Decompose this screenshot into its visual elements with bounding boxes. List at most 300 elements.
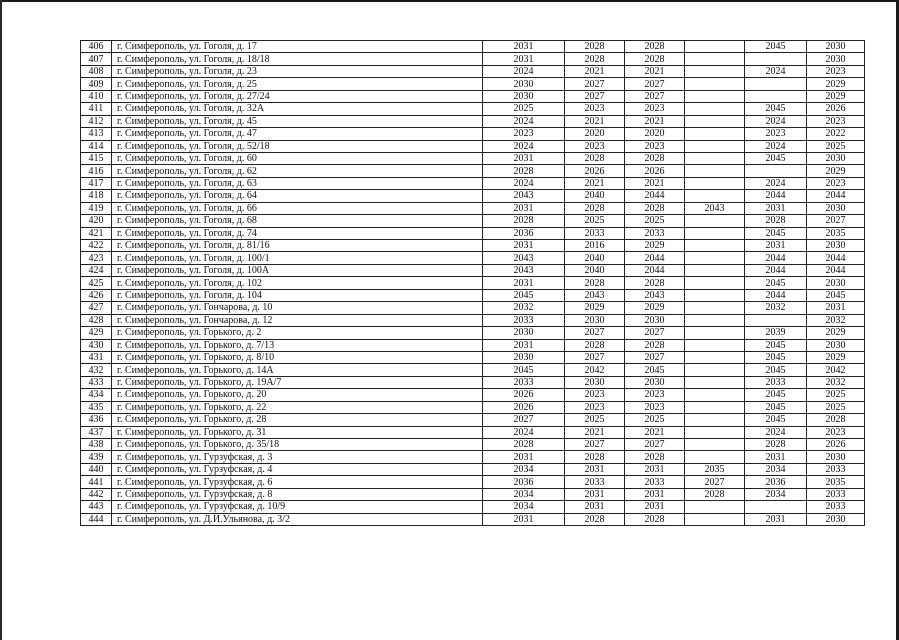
row-number: 427 — [81, 302, 112, 314]
year-cell-2: 2023 — [565, 140, 625, 152]
row-number: 423 — [81, 252, 112, 264]
year-cell-6: 2033 — [807, 501, 865, 513]
table-row — [81, 90, 865, 102]
year-cell-5: 2045 — [745, 364, 807, 376]
table-row — [81, 488, 865, 500]
address-cell: г. Симферополь, ул. Горького, д. 8/10 — [112, 351, 483, 363]
address-cell: г. Симферополь, ул. Гоголя, д. 18/18 — [112, 53, 483, 65]
table-row — [81, 53, 865, 65]
year-cell-1: 2030 — [483, 78, 565, 90]
year-cell-6: 2035 — [807, 227, 865, 239]
year-cell-4: 2027 — [685, 476, 745, 488]
address-cell: г. Симферополь, ул. Гурзуфская, д. 4 — [112, 463, 483, 475]
year-cell-4: 2028 — [685, 488, 745, 500]
row-number: 413 — [81, 128, 112, 140]
row-number: 422 — [81, 240, 112, 252]
year-cell-6: 2030 — [807, 41, 865, 53]
address-cell: г. Симферополь, ул. Горького, д. 22 — [112, 401, 483, 413]
year-cell-1: 2031 — [483, 451, 565, 463]
row-number: 416 — [81, 165, 112, 177]
year-cell-2: 2023 — [565, 389, 625, 401]
year-cell-6: 2032 — [807, 314, 865, 326]
year-cell-2: 2033 — [565, 227, 625, 239]
year-cell-5: 2031 — [745, 451, 807, 463]
year-cell-2: 2043 — [565, 289, 625, 301]
address-cell: г. Симферополь, ул. Гурзуфская, д. 3 — [112, 451, 483, 463]
year-cell-1: 2024 — [483, 426, 565, 438]
row-number: 432 — [81, 364, 112, 376]
year-cell-4 — [685, 41, 745, 53]
year-cell-6: 2025 — [807, 140, 865, 152]
table-row — [81, 227, 865, 239]
year-cell-5: 2024 — [745, 177, 807, 189]
year-cell-5: 2045 — [745, 351, 807, 363]
year-cell-3: 2020 — [625, 128, 685, 140]
year-cell-4 — [685, 165, 745, 177]
year-cell-1: 2028 — [483, 165, 565, 177]
year-cell-4 — [685, 501, 745, 513]
year-cell-2: 2031 — [565, 488, 625, 500]
row-number: 425 — [81, 277, 112, 289]
year-cell-3: 2029 — [625, 302, 685, 314]
year-cell-1: 2043 — [483, 264, 565, 276]
address-cell: г. Симферополь, ул. Гоголя, д. 68 — [112, 215, 483, 227]
year-cell-1: 2034 — [483, 488, 565, 500]
address-cell: г. Симферополь, ул. Гоголя, д. 100/1 — [112, 252, 483, 264]
year-cell-1: 2023 — [483, 128, 565, 140]
table-row — [81, 364, 865, 376]
year-cell-2: 2028 — [565, 451, 625, 463]
address-cell: г. Симферополь, ул. Горького, д. 28 — [112, 414, 483, 426]
year-cell-1: 2036 — [483, 476, 565, 488]
table-body — [81, 41, 865, 526]
year-cell-3: 2027 — [625, 327, 685, 339]
address-cell: г. Симферополь, ул. Гоголя, д. 64 — [112, 190, 483, 202]
year-cell-5 — [745, 53, 807, 65]
year-cell-3: 2025 — [625, 215, 685, 227]
year-cell-5: 2045 — [745, 401, 807, 413]
table-row — [81, 165, 865, 177]
year-cell-3: 2030 — [625, 314, 685, 326]
year-cell-2: 2027 — [565, 439, 625, 451]
year-cell-5: 2045 — [745, 103, 807, 115]
row-number: 414 — [81, 140, 112, 152]
year-cell-5: 2044 — [745, 264, 807, 276]
address-cell: г. Симферополь, ул. Гоголя, д. 17 — [112, 41, 483, 53]
address-cell: г. Симферополь, ул. Гоголя, д. 45 — [112, 115, 483, 127]
year-cell-5: 2045 — [745, 152, 807, 164]
year-cell-6: 2030 — [807, 53, 865, 65]
year-cell-6: 2030 — [807, 202, 865, 214]
year-cell-4 — [685, 103, 745, 115]
row-number: 419 — [81, 202, 112, 214]
year-cell-6: 2025 — [807, 389, 865, 401]
year-cell-1: 2045 — [483, 289, 565, 301]
year-cell-1: 2043 — [483, 190, 565, 202]
year-cell-6: 2029 — [807, 165, 865, 177]
row-number: 434 — [81, 389, 112, 401]
row-number: 442 — [81, 488, 112, 500]
row-number: 436 — [81, 414, 112, 426]
year-cell-6: 2028 — [807, 414, 865, 426]
year-cell-5: 2028 — [745, 439, 807, 451]
address-cell: г. Симферополь, ул. Гоголя, д. 23 — [112, 65, 483, 77]
year-cell-2: 2016 — [565, 240, 625, 252]
year-cell-3: 2044 — [625, 252, 685, 264]
year-cell-5: 2044 — [745, 289, 807, 301]
year-cell-1: 2028 — [483, 215, 565, 227]
year-cell-6: 2023 — [807, 115, 865, 127]
year-cell-1: 2033 — [483, 314, 565, 326]
row-number: 409 — [81, 78, 112, 90]
table-row — [81, 240, 865, 252]
table-row — [81, 302, 865, 314]
year-cell-1: 2031 — [483, 513, 565, 525]
address-cell: г. Симферополь, ул. Горького, д. 2 — [112, 327, 483, 339]
table-row — [81, 140, 865, 152]
year-cell-1: 2031 — [483, 53, 565, 65]
year-cell-2: 2028 — [565, 152, 625, 164]
year-cell-3: 2030 — [625, 376, 685, 388]
year-cell-2: 2028 — [565, 53, 625, 65]
address-cell: г. Симферополь, ул. Гоголя, д. 74 — [112, 227, 483, 239]
year-cell-5: 2031 — [745, 240, 807, 252]
year-cell-6: 2029 — [807, 90, 865, 102]
year-cell-5: 2044 — [745, 190, 807, 202]
row-number: 417 — [81, 177, 112, 189]
year-cell-6: 2042 — [807, 364, 865, 376]
table-row — [81, 439, 865, 451]
year-cell-2: 2023 — [565, 401, 625, 413]
year-cell-3: 2044 — [625, 264, 685, 276]
year-cell-3: 2027 — [625, 351, 685, 363]
table-row — [81, 389, 865, 401]
year-cell-3: 2028 — [625, 202, 685, 214]
year-cell-2: 2021 — [565, 426, 625, 438]
row-number: 421 — [81, 227, 112, 239]
year-cell-4 — [685, 414, 745, 426]
year-cell-4: 2035 — [685, 463, 745, 475]
year-cell-2: 2029 — [565, 302, 625, 314]
year-cell-1: 2024 — [483, 177, 565, 189]
year-cell-2: 2027 — [565, 327, 625, 339]
year-cell-5: 2045 — [745, 227, 807, 239]
year-cell-1: 2026 — [483, 389, 565, 401]
table-row — [81, 215, 865, 227]
year-cell-4 — [685, 451, 745, 463]
year-cell-1: 2024 — [483, 65, 565, 77]
address-cell: г. Симферополь, ул. Гончарова, д. 12 — [112, 314, 483, 326]
table-row — [81, 128, 865, 140]
year-cell-3: 2023 — [625, 140, 685, 152]
row-number: 431 — [81, 351, 112, 363]
year-cell-5: 2045 — [745, 339, 807, 351]
year-cell-6: 2033 — [807, 463, 865, 475]
year-cell-4 — [685, 78, 745, 90]
year-cell-5: 2044 — [745, 252, 807, 264]
year-cell-6: 2022 — [807, 128, 865, 140]
year-cell-5: 2034 — [745, 463, 807, 475]
year-cell-5 — [745, 165, 807, 177]
year-cell-5: 2033 — [745, 376, 807, 388]
row-number: 429 — [81, 327, 112, 339]
table-row — [81, 152, 865, 164]
year-cell-3: 2033 — [625, 476, 685, 488]
row-number: 443 — [81, 501, 112, 513]
year-cell-2: 2031 — [565, 501, 625, 513]
table-row — [81, 202, 865, 214]
year-cell-1: 2030 — [483, 351, 565, 363]
year-cell-6: 2023 — [807, 177, 865, 189]
year-cell-4 — [685, 177, 745, 189]
year-cell-6: 2027 — [807, 215, 865, 227]
table-row — [81, 78, 865, 90]
year-cell-2: 2027 — [565, 90, 625, 102]
year-cell-4 — [685, 128, 745, 140]
year-cell-1: 2043 — [483, 252, 565, 264]
row-number: 441 — [81, 476, 112, 488]
year-cell-6: 2032 — [807, 376, 865, 388]
year-cell-5: 2045 — [745, 41, 807, 53]
row-number: 426 — [81, 289, 112, 301]
table-row — [81, 463, 865, 475]
year-cell-3: 2028 — [625, 152, 685, 164]
year-cell-6: 2026 — [807, 439, 865, 451]
address-cell: г. Симферополь, ул. Горького, д. 19А/7 — [112, 376, 483, 388]
year-cell-6: 2030 — [807, 513, 865, 525]
year-cell-1: 2024 — [483, 115, 565, 127]
row-number: 410 — [81, 90, 112, 102]
year-cell-5: 2024 — [745, 65, 807, 77]
scan-border-left — [0, 0, 2, 640]
table-row — [81, 252, 865, 264]
year-cell-5: 2045 — [745, 277, 807, 289]
year-cell-4 — [685, 90, 745, 102]
table-row — [81, 277, 865, 289]
address-cell: г. Симферополь, ул. Гоголя, д. 100А — [112, 264, 483, 276]
year-cell-4 — [685, 401, 745, 413]
year-cell-5: 2045 — [745, 414, 807, 426]
table-row — [81, 513, 865, 525]
address-cell: г. Симферополь, ул. Гоголя, д. 66 — [112, 202, 483, 214]
year-cell-3: 2027 — [625, 439, 685, 451]
year-cell-1: 2034 — [483, 463, 565, 475]
year-cell-1: 2031 — [483, 240, 565, 252]
year-cell-6: 2031 — [807, 302, 865, 314]
year-cell-6: 2030 — [807, 277, 865, 289]
year-cell-2: 2040 — [565, 190, 625, 202]
year-cell-4 — [685, 152, 745, 164]
year-cell-4 — [685, 53, 745, 65]
table-row — [81, 289, 865, 301]
row-number: 438 — [81, 439, 112, 451]
year-cell-3: 2031 — [625, 463, 685, 475]
table-row — [81, 401, 865, 413]
year-cell-6: 2044 — [807, 190, 865, 202]
table-row — [81, 451, 865, 463]
year-cell-3: 2023 — [625, 389, 685, 401]
year-cell-2: 2021 — [565, 65, 625, 77]
table-row — [81, 501, 865, 513]
table-row — [81, 351, 865, 363]
year-cell-3: 2021 — [625, 65, 685, 77]
year-cell-5 — [745, 90, 807, 102]
row-number: 439 — [81, 451, 112, 463]
row-number: 428 — [81, 314, 112, 326]
address-cell: г. Симферополь, ул. Гоголя, д. 47 — [112, 128, 483, 140]
year-cell-3: 2028 — [625, 513, 685, 525]
year-cell-4: 2043 — [685, 202, 745, 214]
year-cell-5: 2034 — [745, 488, 807, 500]
table-row — [81, 314, 865, 326]
year-cell-4 — [685, 364, 745, 376]
year-cell-4 — [685, 115, 745, 127]
address-cell: г. Симферополь, ул. Гончарова, д. 10 — [112, 302, 483, 314]
row-number: 435 — [81, 401, 112, 413]
year-cell-4 — [685, 327, 745, 339]
address-cell: г. Симферополь, ул. Гоголя, д. 60 — [112, 152, 483, 164]
year-cell-2: 2028 — [565, 202, 625, 214]
year-cell-4 — [685, 215, 745, 227]
year-cell-4 — [685, 376, 745, 388]
table-row — [81, 376, 865, 388]
year-cell-3: 2028 — [625, 339, 685, 351]
row-number: 437 — [81, 426, 112, 438]
year-cell-3: 2031 — [625, 488, 685, 500]
year-cell-1: 2024 — [483, 140, 565, 152]
address-cell: г. Симферополь, ул. Гоголя, д. 102 — [112, 277, 483, 289]
year-cell-3: 2028 — [625, 277, 685, 289]
year-cell-1: 2033 — [483, 376, 565, 388]
year-cell-4 — [685, 426, 745, 438]
year-cell-5 — [745, 501, 807, 513]
row-number: 415 — [81, 152, 112, 164]
row-number: 433 — [81, 376, 112, 388]
year-cell-3: 2021 — [625, 426, 685, 438]
year-cell-6: 2044 — [807, 252, 865, 264]
year-cell-4 — [685, 389, 745, 401]
table-row — [81, 476, 865, 488]
year-cell-2: 2027 — [565, 351, 625, 363]
year-cell-1: 2036 — [483, 227, 565, 239]
year-cell-1: 2031 — [483, 339, 565, 351]
year-cell-4 — [685, 513, 745, 525]
year-cell-5: 2036 — [745, 476, 807, 488]
year-cell-5: 2028 — [745, 215, 807, 227]
address-cell: г. Симферополь, ул. Горького, д. 20 — [112, 389, 483, 401]
row-number: 440 — [81, 463, 112, 475]
year-cell-6: 2045 — [807, 289, 865, 301]
year-cell-3: 2027 — [625, 90, 685, 102]
year-cell-6: 2044 — [807, 264, 865, 276]
year-cell-6: 2030 — [807, 451, 865, 463]
year-cell-2: 2042 — [565, 364, 625, 376]
address-cell: г. Симферополь, ул. Гоголя, д. 32А — [112, 103, 483, 115]
year-cell-2: 2040 — [565, 264, 625, 276]
year-cell-2: 2030 — [565, 376, 625, 388]
year-cell-5: 2045 — [745, 389, 807, 401]
year-cell-3: 2021 — [625, 115, 685, 127]
address-cell: г. Симферополь, ул. Д.И.Ульянова, д. 3/2 — [112, 513, 483, 525]
address-cell: г. Симферополь, ул. Гоголя, д. 81/16 — [112, 240, 483, 252]
year-cell-5: 2024 — [745, 140, 807, 152]
year-cell-6: 2023 — [807, 426, 865, 438]
year-cell-6: 2033 — [807, 488, 865, 500]
address-cell: г. Симферополь, ул. Гоголя, д. 25 — [112, 78, 483, 90]
year-cell-6: 2026 — [807, 103, 865, 115]
year-cell-2: 2028 — [565, 41, 625, 53]
year-cell-4 — [685, 351, 745, 363]
year-cell-3: 2028 — [625, 41, 685, 53]
year-cell-4 — [685, 439, 745, 451]
year-cell-2: 2027 — [565, 78, 625, 90]
address-cell: г. Симферополь, ул. Гоголя, д. 62 — [112, 165, 483, 177]
year-cell-2: 2031 — [565, 463, 625, 475]
year-cell-4 — [685, 277, 745, 289]
table-row — [81, 115, 865, 127]
year-cell-5: 2023 — [745, 128, 807, 140]
year-cell-1: 2031 — [483, 277, 565, 289]
year-cell-5: 2031 — [745, 202, 807, 214]
address-cell: г. Симферополь, ул. Гоголя, д. 63 — [112, 177, 483, 189]
row-number: 407 — [81, 53, 112, 65]
year-cell-2: 2023 — [565, 103, 625, 115]
year-cell-3: 2043 — [625, 289, 685, 301]
year-cell-1: 2028 — [483, 439, 565, 451]
year-cell-6: 2023 — [807, 65, 865, 77]
year-cell-5: 2039 — [745, 327, 807, 339]
year-cell-4 — [685, 190, 745, 202]
year-cell-3: 2026 — [625, 165, 685, 177]
year-cell-3: 2025 — [625, 414, 685, 426]
year-cell-1: 2045 — [483, 364, 565, 376]
year-cell-2: 2033 — [565, 476, 625, 488]
row-number: 418 — [81, 190, 112, 202]
year-cell-6: 2030 — [807, 240, 865, 252]
address-cell: г. Симферополь, ул. Горького, д. 7/13 — [112, 339, 483, 351]
year-cell-4 — [685, 339, 745, 351]
row-number: 444 — [81, 513, 112, 525]
year-cell-1: 2030 — [483, 327, 565, 339]
year-cell-5 — [745, 78, 807, 90]
year-cell-4 — [685, 289, 745, 301]
table-row — [81, 65, 865, 77]
year-cell-3: 2027 — [625, 78, 685, 90]
year-cell-2: 2028 — [565, 277, 625, 289]
year-cell-3: 2028 — [625, 451, 685, 463]
year-cell-3: 2023 — [625, 401, 685, 413]
year-cell-6: 2029 — [807, 351, 865, 363]
row-number: 411 — [81, 103, 112, 115]
address-cell: г. Симферополь, ул. Гоголя, д. 104 — [112, 289, 483, 301]
table-row — [81, 339, 865, 351]
row-number: 408 — [81, 65, 112, 77]
row-number: 412 — [81, 115, 112, 127]
table-row — [81, 103, 865, 115]
year-cell-6: 2025 — [807, 401, 865, 413]
year-cell-1: 2032 — [483, 302, 565, 314]
row-number: 430 — [81, 339, 112, 351]
year-cell-5: 2024 — [745, 426, 807, 438]
table-row — [81, 264, 865, 276]
row-number: 424 — [81, 264, 112, 276]
year-cell-3: 2021 — [625, 177, 685, 189]
year-cell-6: 2029 — [807, 327, 865, 339]
scan-border-top — [0, 0, 899, 2]
year-cell-4 — [685, 302, 745, 314]
year-cell-2: 2030 — [565, 314, 625, 326]
row-number: 420 — [81, 215, 112, 227]
